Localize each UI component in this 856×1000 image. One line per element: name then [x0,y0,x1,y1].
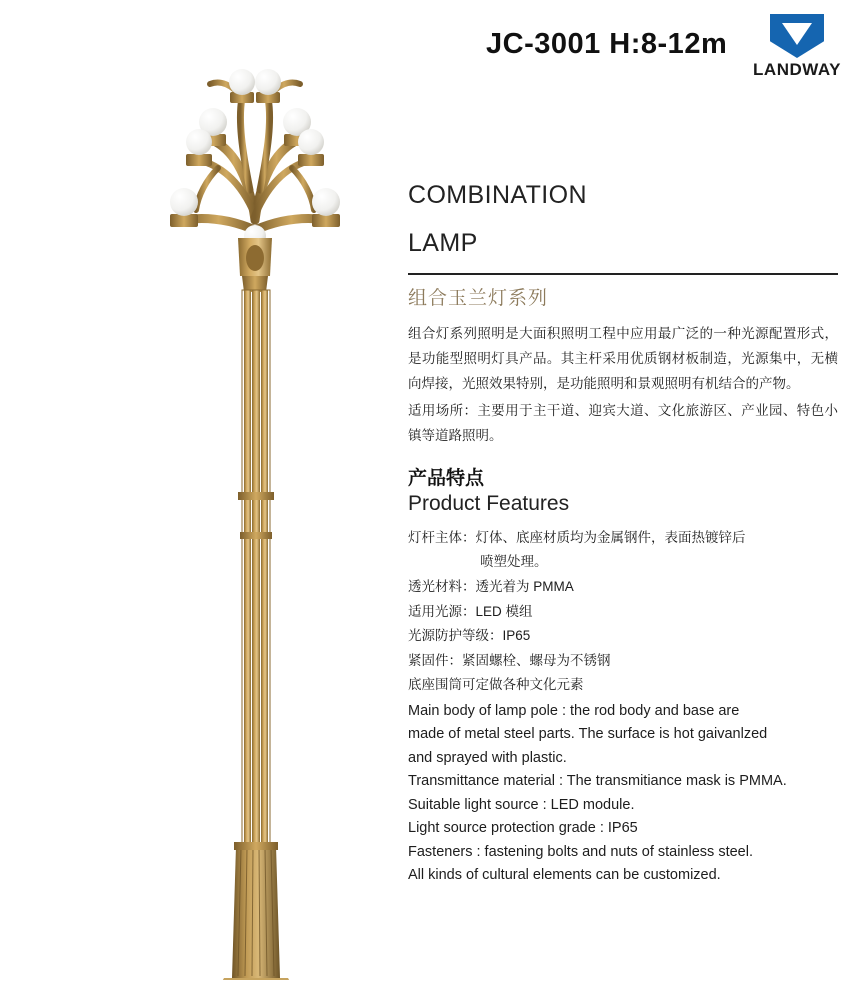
feature-value: IP65 [502,628,531,644]
list-item: Main body of lamp pole : the rod body and base are [408,702,740,719]
list-item [408,673,838,698]
shield-triangle-logo-icon [770,14,824,58]
feature-value: 透光着为 PMMA [475,578,574,594]
intro-paragraph-2: 适用场所：主要用于主干道、迎宾大道、文化旅游区、产业园、特色小镇等道路照明。 [408,402,838,443]
list-item [408,649,838,674]
list-item: and sprayed with plastic. [408,749,567,766]
features-en-list [408,700,838,888]
feature-value: LED 模组 [475,603,533,619]
intro-paragraph-1: 组合灯系列照明是大面积照明工程中应用最广泛的一种光源配置形式，是功能型照明灯具产品。其主杆采用优质钢材板制造，光源集中，无横向焊接，光照效果特别，是功能照明和景观照明有机结合的产物。 [408,326,838,391]
list-item [408,600,838,625]
feature-value: 紧固螺栓、螺母为不锈钢 [462,652,611,668]
list-item [408,624,838,649]
feature-label: 适用光源： [408,603,476,619]
list-item [408,526,838,575]
feature-value: 灯体、底座材质均为金属钢件，表面热镀锌后 [475,529,746,545]
heading-en-line1: COMBINATION [408,181,587,209]
brand-name: LANDWAY [753,60,841,79]
feature-label: 光源防护等级： [408,628,503,644]
brand-logo [751,14,843,80]
features-cn-list [408,526,838,698]
list-item: Fasteners : fastening bolts and nuts of stainless steel. [408,843,753,860]
feature-continuation: 喷塑处理。 [480,554,548,570]
feature-label: 透光材料： [408,578,476,594]
page-title: JC-3001 H:8-12m [486,28,728,60]
list-item: Transmittance material : The transmitiance mask is PMMA. [408,773,787,790]
list-item: Light source protection grade : IP65 [408,820,638,837]
list-item: made of metal steel parts. The surface is hot gaivanlzed [408,726,768,743]
features-heading-en: Product Features [408,491,570,515]
title-divider [408,273,838,275]
list-item: All kinds of cultural elements can be customized. [408,867,721,884]
feature-label: 紧固件： [408,652,462,668]
features-heading-cn: 产品特点 [408,467,485,489]
combination-lamp-pole-photo [120,40,390,980]
list-item [408,575,838,600]
feature-label: 底座围筒可定做各种文化元素 [408,677,584,693]
heading-cn: 组合玉兰灯系列 [408,288,549,309]
product-description-panel [408,172,838,888]
heading-en-line2: LAMP [408,228,478,257]
feature-label: 灯杆主体： [408,529,476,545]
list-item: Suitable light source : LED module. [408,796,635,813]
